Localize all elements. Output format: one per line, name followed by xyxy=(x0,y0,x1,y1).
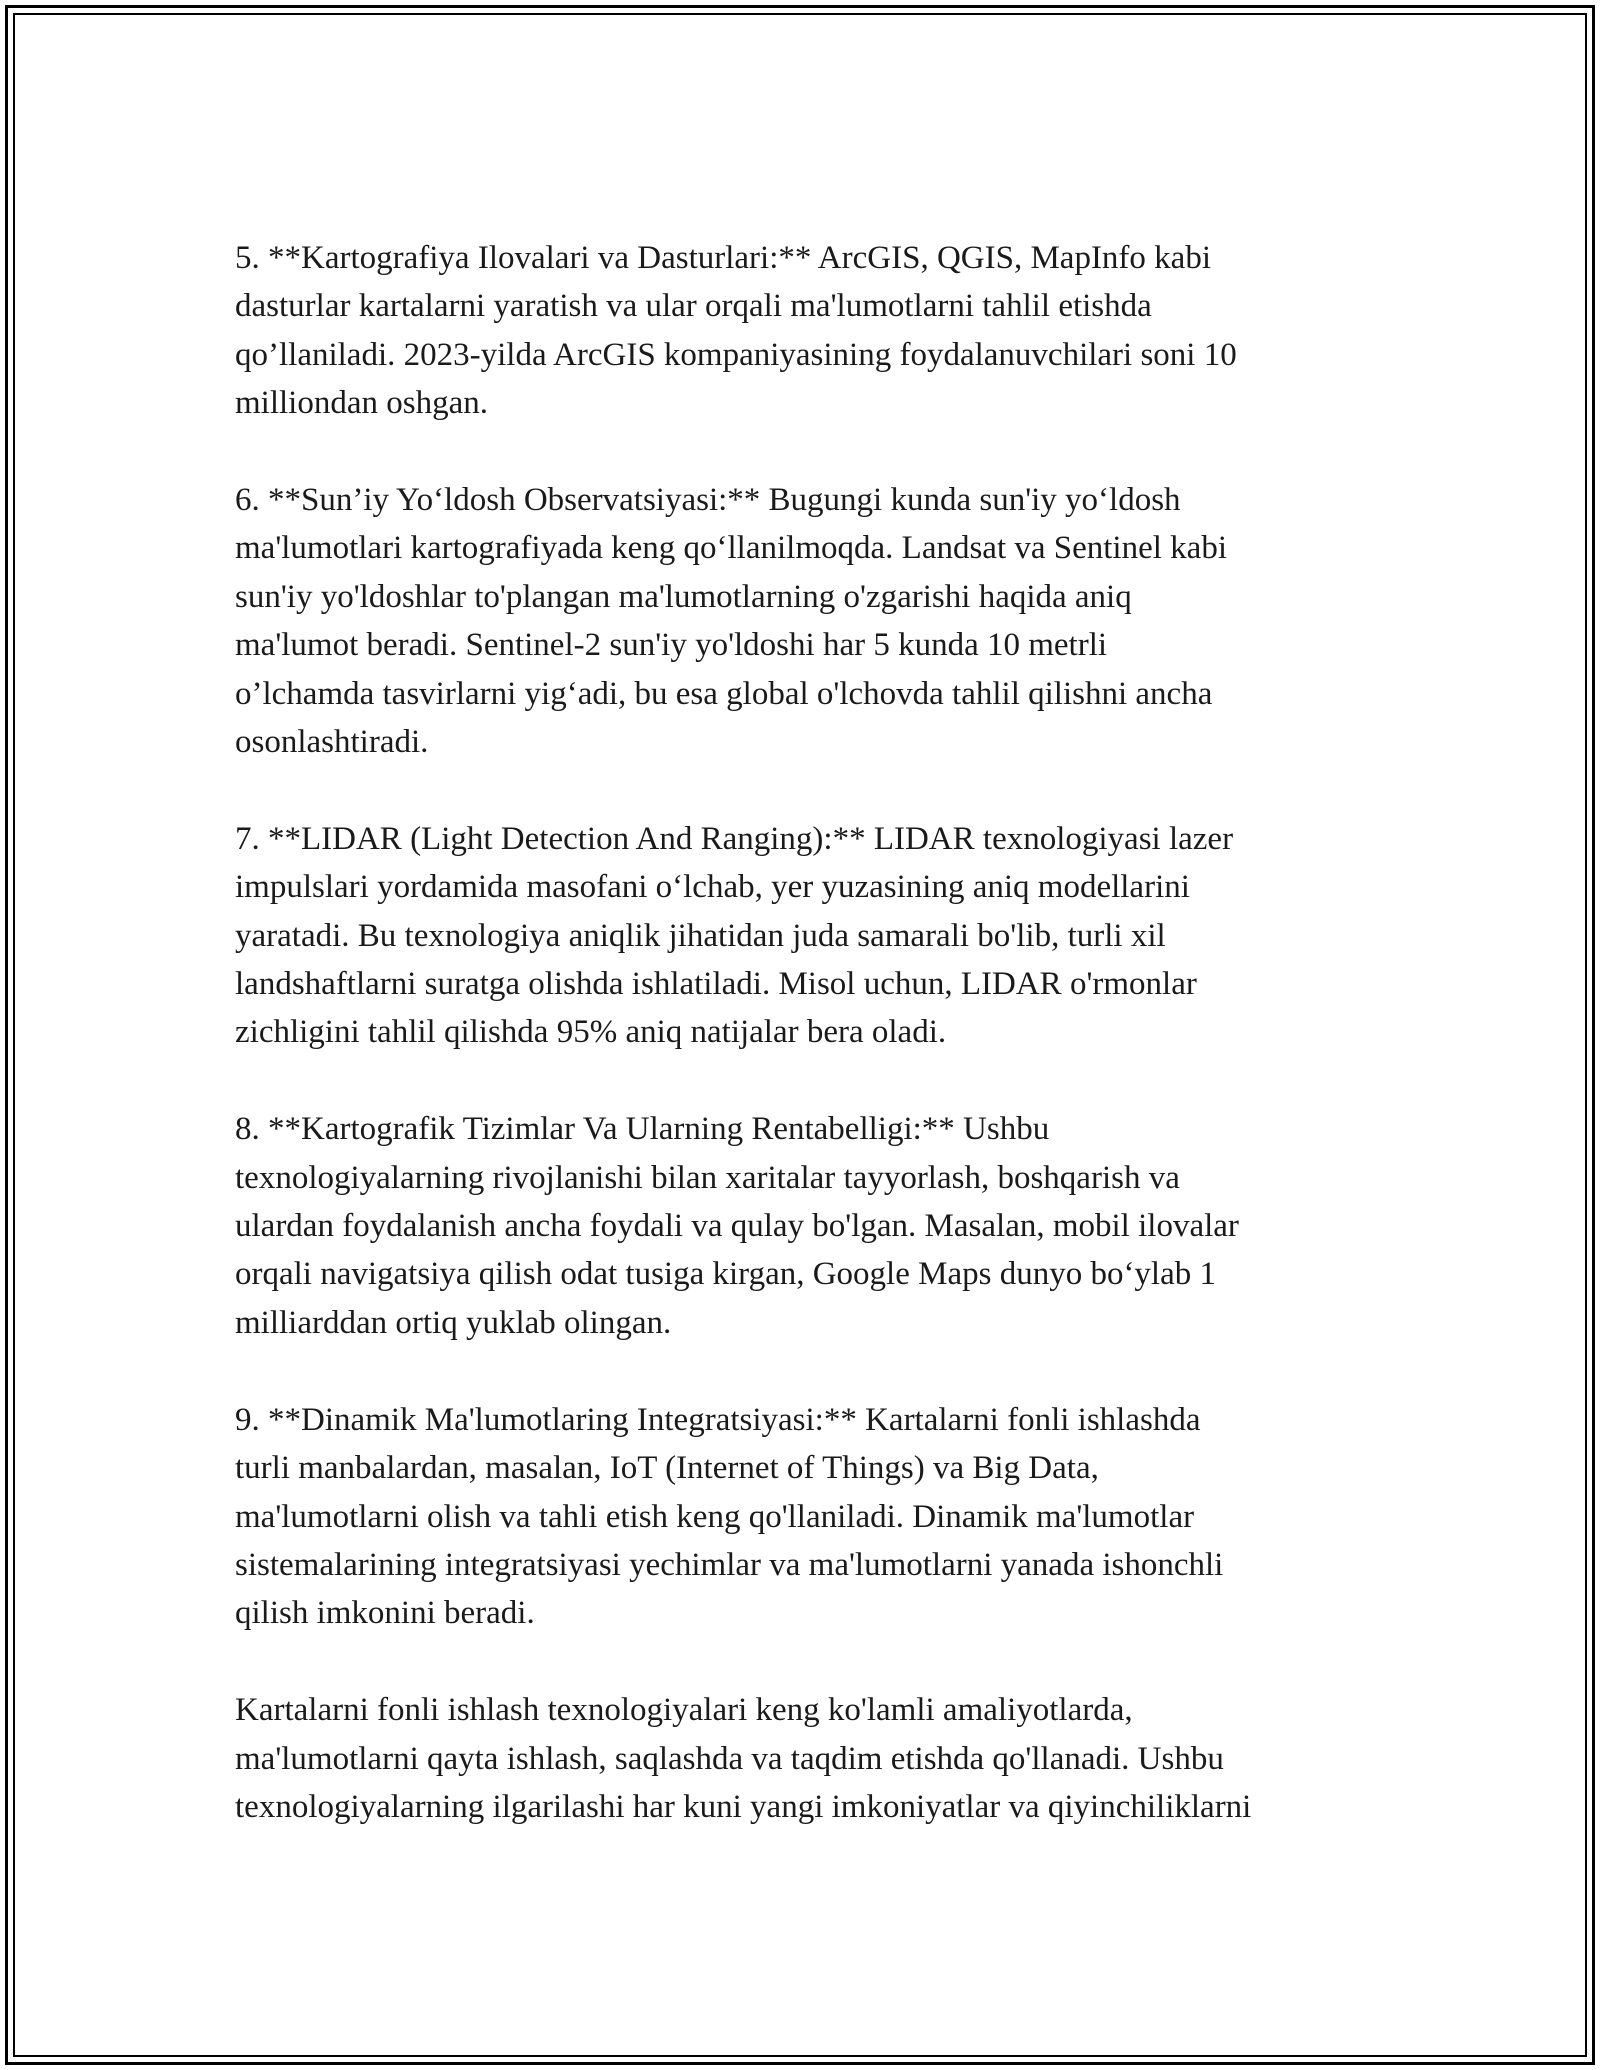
document-body xyxy=(235,234,1375,1831)
paragraph-item-5-cartography-software: 5. **Kartografiya Ilovalari va Dasturlari:** ArcGIS, QGIS, MapInfo kabi dasturlar kartalarni yaratish va ular orqali ma'lumotlarni tahlil etishda qo’llaniladi. 2023-yilda ArcGIS kompaniyasining foydalanuvchilari soni 10 milliondan oshgan. xyxy=(235,240,1237,422)
paragraph-item-7-lidar: 7. **LIDAR (Light Detection And Ranging):** LIDAR texnologiyasi lazer impulslari yordamida masofani oʻlchab, yer yuzasining aniq modellarini yaratadi. Bu texnologiya aniqlik jihatidan juda samarali bo'lib, turli xil landshaftlarni suratga olishda ishlatiladi. Misol uchun, LIDAR o'rmonlar zichligini tahlil qilishda 95% aniq natijalar bera oladi. xyxy=(235,820,1234,1051)
paragraph-conclusion: Kartalarni fonli ishlash texnologiyalari keng ko'lamli amaliyotlarda, ma'lumotlarni qayta ishlash, saqlashda va taqdim etishda qo'llanadi. Ushbu texnologiyalarning ilgarilashi har kuni yangi imkoniyatlar va qiyinchiliklarni xyxy=(235,1692,1252,1825)
paragraph-item-6-satellite-observation: 6. **Sun’iy Yoʻldosh Observatsiyasi:** Bugungi kunda sun'iy yoʻldosh ma'lumotlari kartografiyada keng qoʻllanilmoqda. Landsat va Sentinel kabi sun'iy yo'ldoshlar to'plangan ma'lumotlarning o'zgarishi haqida aniq ma'lumot beradi. Sentinel-2 sun'iy yo'ldoshi har 5 kunda 10 metrli o’lchamda tasvirlarni yigʻadi, bu esa global o'lchovda tahlil qilishni ancha osonlashtiradi. xyxy=(235,482,1227,761)
paragraph-item-9-dynamic-data: 9. **Dinamik Ma'lumotlaring Integratsiyasi:** Kartalarni fonli ishlashda turli manbalardan, masalan, IoT (Internet of Things) va Big Data, ma'lumotlarni olish va tahli etish keng qo'llaniladi. Dinamik ma'lumotlar sistemalarining integratsiyasi yechimlar va ma'lumotlarni yanada ishonchli qilish imkonini beradi. xyxy=(235,1401,1224,1632)
paragraph-item-8-cartographic-systems: 8. **Kartografik Tizimlar Va Ularning Rentabelligi:** Ushbu texnologiyalarning rivojlanishi bilan xaritalar tayyorlash, boshqarish va ulardan foydalanish ancha foydali va qulay bo'lgan. Masalan, mobil ilovalar orqali navigatsiya qilish odat tusiga kirgan, Google Maps dunyo boʻylab 1 milliarddan ortiq yuklab olingan. xyxy=(235,1111,1239,1341)
